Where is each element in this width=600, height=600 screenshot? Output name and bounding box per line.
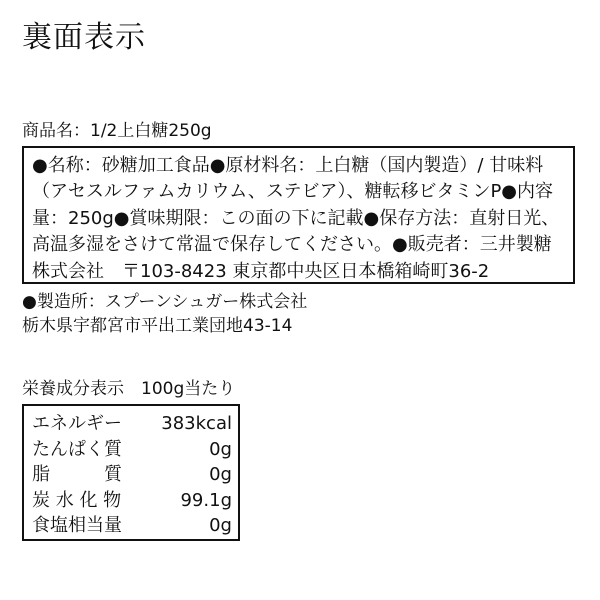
nutrient-value: 383kcal — [161, 413, 232, 434]
manufacturer-line: ●製造所：スプーンシュガー株式会社 — [22, 292, 308, 312]
label-line: 高温多湿をさけて常温で保存してください。●販売者：三井製糖 — [32, 234, 552, 256]
nutrient-value: 0g — [209, 438, 232, 460]
manufacturer-line: 栃木県宇都宮市平出工業団地43-14 — [22, 316, 293, 336]
nutrient-value: 0g — [209, 515, 232, 536]
nutrition-heading: 栄養成分表示 100g当たり — [22, 379, 236, 399]
label-line: 量：250g●賞味期限：この面の下に記載●保存方法：直射日光、 — [32, 207, 560, 229]
label-line: （アセスルファムカリウム、ステビア）、糖転移ビタミンP●内容 — [32, 181, 554, 203]
nutrition-row — [32, 462, 232, 488]
label-line: ●名称：砂糖加工食品●原材料名：上白糖（国内製造）/ 甘味料 — [32, 155, 544, 176]
label-box — [22, 146, 575, 284]
nutrient-value: 99.1g — [180, 489, 232, 511]
nutrition-row — [32, 437, 232, 463]
nutrient-name: エネルギー — [32, 413, 122, 434]
nutrition-row — [32, 488, 232, 514]
nutrition-table — [22, 404, 240, 541]
nutrient-name: 食塩相当量 — [32, 515, 122, 536]
label-line: 株式会社 〒103-8423 東京都中央区日本橋箱崎町36-2 — [32, 260, 490, 282]
nutrient-value: 0g — [209, 464, 232, 485]
nutrient-name: 脂 質 — [32, 464, 122, 485]
page-title: 裏面表示 — [22, 20, 146, 55]
nutrition-row — [32, 411, 232, 437]
nutrition-row — [32, 513, 232, 539]
nutrient-name: 炭 水 化 物 — [32, 489, 122, 511]
manufacturer-info — [22, 290, 307, 338]
nutrient-name: たんぱく質 — [32, 438, 122, 460]
product-name: 商品名：1/2上白糖250g — [22, 121, 212, 141]
